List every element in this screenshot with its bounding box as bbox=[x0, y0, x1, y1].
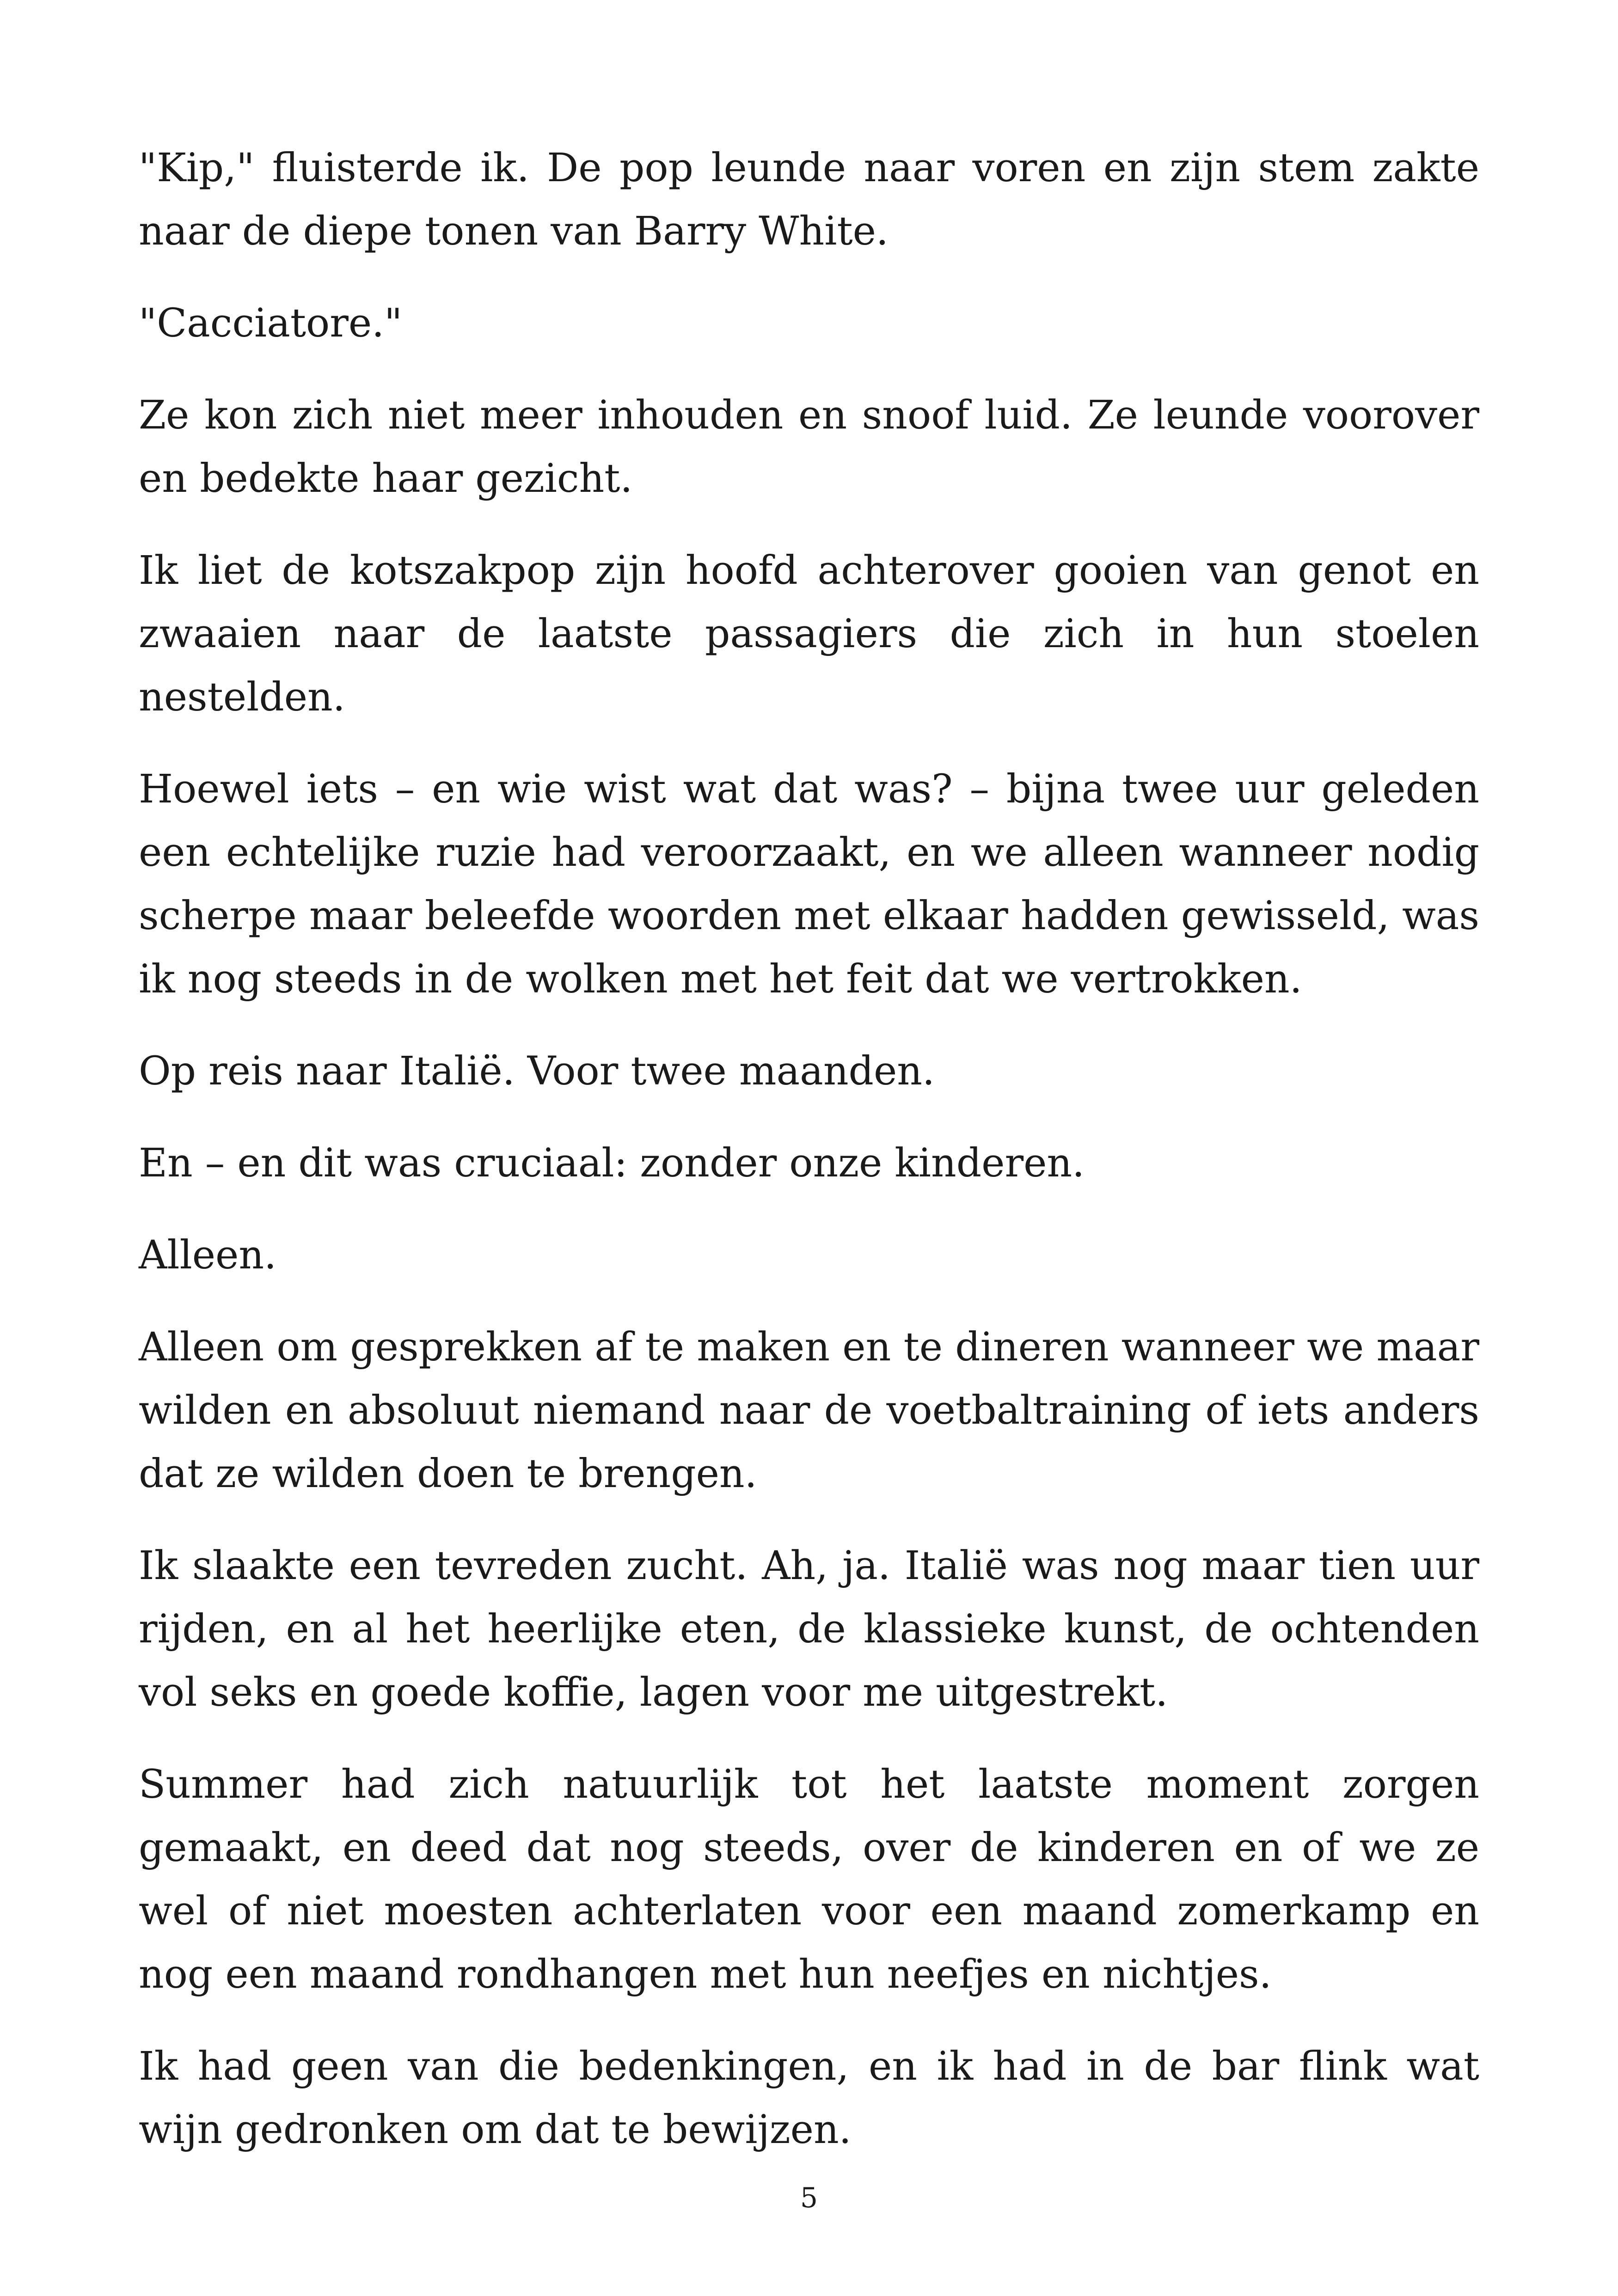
paragraph: En – en dit was cruciaal: zonder onze kinderen. bbox=[139, 1140, 1085, 1186]
paragraph: Alleen om gesprekken af te maken en te dineren wanneer we maar wilden en absoluut niemand naar de voetbaltraining of iets anders dat ze wilden doen te brengen. bbox=[139, 1324, 1479, 1497]
paragraph: Op reis naar Italië. Voor twee maanden. bbox=[139, 1048, 935, 1094]
paragraph: Alleen. bbox=[139, 1232, 277, 1278]
paragraph: Ik liet de kotszakpop zijn hoofd achterover gooien van genot en zwaaien naar de laatste passagiers die zich in hun stoelen nestelden. bbox=[139, 548, 1479, 720]
paragraph: Ik had geen van die bedenkingen, en ik had in de bar flink wat wijn gedronken om dat te bewijzen. bbox=[139, 2044, 1479, 2153]
paragraph: Hoewel iets – en wie wist wat dat was? – bijna twee uur geleden een echtelijke ruzie had veroorzaakt, en we alleen wanneer nodig scherpe maar beleefde woorden met elkaar hadden gewisseld, was ik nog steeds in de wolken met het feit dat we vertrokken. bbox=[139, 766, 1479, 1002]
page-number: 5 bbox=[800, 2182, 818, 2214]
paragraph: Ik slaakte een tevreden zucht. Ah, ja. Italië was nog maar tien uur rijden, en al het heerlijke eten, de klassieke kunst, de ochtenden vol seks en goede koffie, lagen voor me uitgestrekt. bbox=[139, 1543, 1479, 1715]
paragraph: "Cacciatore." bbox=[139, 300, 403, 346]
body-text bbox=[139, 136, 1479, 2190]
paragraph: "Kip," fluisterde ik. De pop leunde naar voren en zijn stem zakte naar de diepe tonen van Barry White. bbox=[139, 145, 1479, 254]
paragraph: Summer had zich natuurlijk tot het laatste moment zorgen gemaakt, en deed dat nog steeds, over de kinderen en of we ze wel of niet moesten achterlaten voor een maand zomerkamp en nog een maand rondhangen met hun neefjes en nichtjes. bbox=[139, 1762, 1479, 1997]
paragraph: Ze kon zich niet meer inhouden en snoof luid. Ze leunde voorover en bedekte haar gezicht. bbox=[139, 392, 1479, 502]
